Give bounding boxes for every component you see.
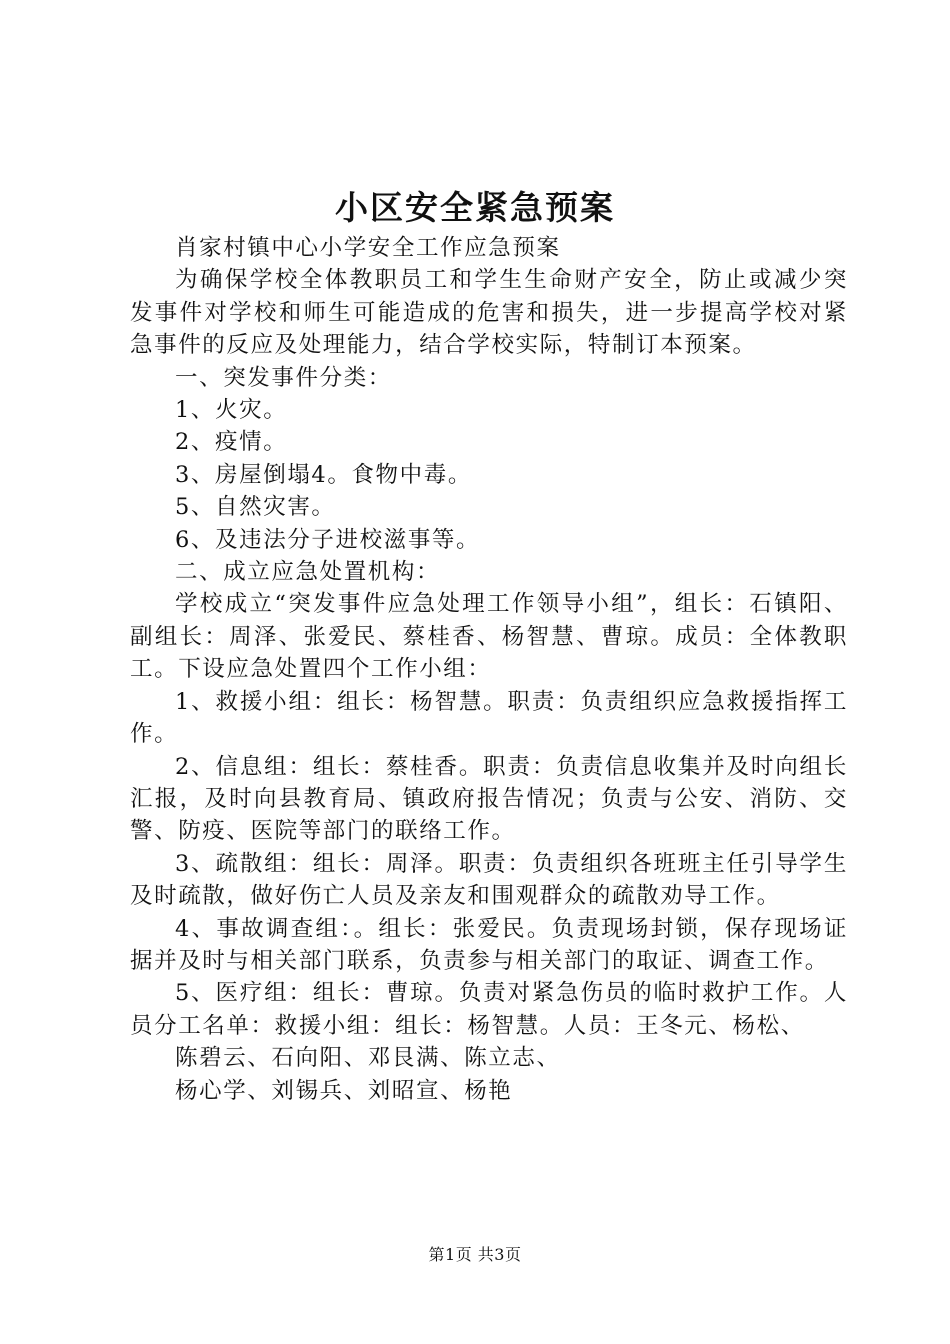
list-item-epidemic: 2、疫情。	[175, 429, 288, 456]
document-body	[130, 232, 848, 1107]
list-item-collapse: 3、房屋倒塌4。食物中毒。	[175, 461, 472, 488]
list-item-fire: 1、火灾。	[175, 397, 288, 424]
section-heading-classification: 一、突发事件分类：	[175, 364, 392, 391]
list-item-disaster: 5、自然灾害。	[175, 494, 336, 521]
document-title: 小区安全紧急预案	[335, 188, 615, 227]
list-item-intruders: 6、及违法分子进校滋事等。	[175, 526, 481, 553]
paragraph-names-line-2: 杨心学、刘锡兵、刘昭宣、杨艳	[175, 1077, 513, 1104]
page-footer: 第1页 共3页	[428, 1245, 522, 1264]
paragraph-investigation-group: 4、事故调查组：。组长：张爱民。负责现场封锁，保存现场证据并及时与相关部门联系，负责参与相关部门的取证、调查工作。	[130, 915, 848, 974]
paragraph-info-group: 2、信息组：组长：蔡桂香。职责：负责信息收集并及时向组长汇报，及时向县教育局、镇政府报告情况；负责与公安、消防、交警、防疫、医院等部门的联络工作。	[130, 753, 848, 845]
section-heading-organization: 二、成立应急处置机构：	[175, 559, 441, 586]
paragraph-names-line-1: 陈碧云、石向阳、邓艮满、陈立志、	[175, 1045, 561, 1072]
paragraph-evacuation-group: 3、疏散组：组长：周泽。职责：负责组织各班班主任引导学生及时疏散，做好伤亡人员及亲友和围观群众的疏散劝导工作。	[130, 850, 848, 910]
paragraph-subtitle: 肖家村镇中心小学安全工作应急预案	[175, 235, 561, 261]
paragraph-rescue-group: 1、救援小组：组长：杨智慧。职责：负责组织应急救援指挥工作。	[130, 688, 848, 748]
paragraph-intro: 为确保学校全体教职员工和学生生命财产安全，防止或减少突发事件对学校和师生可能造成的危害和损失，进一步提高学校对紧急事件的反应及处理能力，结合学校实际，特制订本预案。	[130, 267, 848, 359]
paragraph-leadership: 学校成立“突发事件应急处理工作领导小组”，组长：石镇阳、副组长：周泽、张爱民、蔡桂香、杨智慧、曹琼。成员：全体教职工。下设应急处置四个工作小组：	[130, 591, 848, 683]
paragraph-medical-group: 5、医疗组：组长：曹琼。负责对紧急伤员的临时救护工作。人员分工名单：救援小组：组长：杨智慧。人员：王冬元、杨松、	[130, 980, 848, 1039]
